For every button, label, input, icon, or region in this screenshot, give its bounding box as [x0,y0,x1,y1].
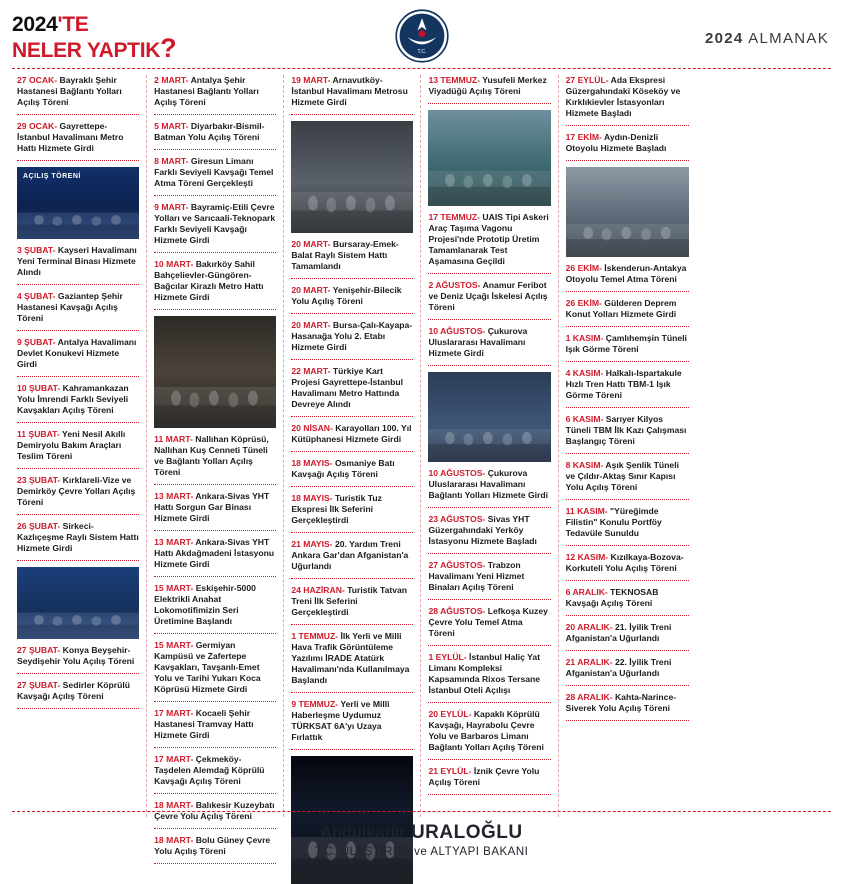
entry-divider [291,416,413,417]
entry-date: 13 MART- [154,537,194,547]
entry-text: Çekmeköy-Taşdelen Alemdağ Köprülü Kavşağı Açılış Töreni [154,754,265,786]
entry-divider [291,486,413,487]
entry-text: Kahramankazan Yolu İmrendi Farklı Seviyeli Kavşakları Açılış Töreni [17,383,129,415]
timeline-entry [566,414,689,454]
page-header [0,0,843,66]
timeline-column-4 [421,75,558,817]
timeline-entry [291,366,413,417]
entry-date: 9 TEMMUZ- [291,699,339,709]
entry-date: 11 ŞUBAT- [17,429,60,439]
minister-title: T.C. ULAŞTIRMA ve ALTYAPI BAKANI [314,846,529,858]
entry-text: Kapaklı Köprülü Kavşağı, Hayrabolu Çevre Yolu ve Barbaros Limanı Bağlantı Yolları Açılış Töreni [428,709,544,752]
entry-text: Bolu Güney Çevre Yolu Açılış Töreni [154,835,271,856]
almanac-year: 2024 [704,30,744,47]
entry-text: "Yüreğimde Filistin" Konulu Portföy Tedavüle Sunuldu [565,506,662,538]
entry-divider [566,545,689,546]
entry-text: Lefkoşa Kuzey Çevre Yolu Temel Atma Töreni [428,606,548,638]
entry-date: 1 EYLÜL- [428,652,467,662]
timeline-entry [291,585,413,625]
entry-text: Yeni Nesil Akıllı Demiryolu Bakım Araçları Teslim Töreni [17,429,126,461]
timeline-entry [291,699,413,750]
entry-date: 17 EKİM- [565,132,602,142]
entry-date: 13 TEMMUZ- [428,75,481,85]
timeline-entry [154,640,276,702]
entry-date: 2 MART- [154,75,189,85]
entry-date: 18 MAYIS- [291,458,333,468]
entry-date: 27 EYLÜL- [565,75,609,85]
timeline-entry [428,652,550,703]
entry-date: 19 MART- [291,75,331,85]
entry-divider [154,633,276,634]
entry-date: 20 MART- [291,320,331,330]
entry-date: 8 KASIM- [565,460,604,470]
title-year: 2024 [12,13,58,36]
entry-divider [154,309,276,310]
timeline-entry [17,645,139,674]
entry-text: Ankara-Sivas YHT Hattı Sorgun Gar Binası Hizmete Girdi [154,491,270,523]
entry-date: 20 EYLÜL- [428,709,472,719]
entry-date: 18 MAYIS- [291,493,333,503]
entry-date: 26 EKİM- [565,263,602,273]
entry-text: 21. İyilik Treni Afganistan'a Uğurlandı [565,622,672,643]
entry-date: 15 MART- [154,583,194,593]
timeline-entry [428,468,550,508]
entry-text: Osmaniye Batı Kavşağı Açılış Töreni [291,458,395,479]
timeline-entry [291,239,413,279]
timeline-entry [428,326,550,366]
timeline-entry [566,368,689,408]
entry-date: 9 MART- [154,202,189,212]
entry-date: 13 MART- [154,491,194,501]
timeline-entry [154,583,276,634]
entry-date: 1 TEMMUZ- [291,631,339,641]
entry-date: 17 TEMMUZ- [428,212,481,222]
entry-date: 3 ŞUBAT- [17,245,56,255]
entry-divider [291,624,413,625]
entry-divider [291,114,413,115]
entry-date: 4 ŞUBAT- [17,291,56,301]
entry-text: Giresun Limanı Farklı Seviyeli Kavşağı Temel Atma Töreni Gerçekleşti [154,156,274,188]
timeline-entry [154,259,276,310]
entry-divider [17,160,139,161]
entry-divider [428,507,550,508]
entry-text: Yerli ve Milli Haberleşme Uydumuz TÜRKSAT 6A'yı Uzaya Fırlattık [291,699,390,742]
entry-divider [154,252,276,253]
entry-divider [566,326,689,327]
entry-divider [17,114,139,115]
entry-text: Kahta-Narince-Siverek Yolu Açılış Töreni [565,692,677,713]
entry-date: 1 KASIM- [565,333,604,343]
timeline-entry [566,506,689,546]
timeline-entry [566,552,689,581]
entry-text: Arnavutköy-İstanbul Havalimanı Metrosu Hizmete Girdi [291,75,408,107]
entry-divider [566,291,689,292]
entry-text: Konya Beyşehir-Seydişehir Yolu Açılış Töreni [17,645,135,666]
metro-arnavutkoy-photo [291,121,413,233]
entry-text: Antalya Havalimanı Devlet Konukevi Hizmete Girdi [17,337,137,369]
timeline-entry [428,212,550,274]
entry-date: 26 EKİM- [565,298,602,308]
timeline-entry [566,657,689,686]
timeline-entry [566,75,689,126]
entry-divider [154,484,276,485]
entry-text: Kırklareli-Vize ve Demirköy Çevre Yolları Açılış Töreni [17,475,136,507]
entry-text: Balıkesir Kuzeybatı Çevre Yolu Açılış Töreni [154,800,275,821]
entry-text: Trabzon Havalimanı Yeni Hizmet Binaları Açılış Töreni [428,560,525,592]
entry-divider [154,149,276,150]
almanac-label [705,30,829,47]
entry-divider [291,313,413,314]
entry-date: 20 MART- [291,285,331,295]
entry-divider [566,650,689,651]
entry-divider [291,749,413,750]
entry-divider [428,794,550,795]
entry-date: 29 OCAK- [17,121,58,131]
teslim-toreni-photo [17,567,139,639]
timeline-entry [154,491,276,531]
entry-text: Kayseri Havalimanı Yeni Terminal Binası Hizmete Alındı [17,245,137,277]
entry-divider [291,278,413,279]
acilis-toreni-photo [17,167,139,239]
metro-hatti-photo [154,316,276,428]
timeline-entry [154,75,276,115]
entry-text: İlk Yerli ve Milli Hava Trafik Görüntüleme Yazılımı İRADE Atatürk Havalimanı'nda Kullanılmaya Başlandı [291,631,410,685]
entry-text: Eskişehir-5000 Elektrikli Anahat Lokomotifimizin Seri Üretimine Başlandı [154,583,256,626]
entry-divider [154,114,276,115]
entry-divider [291,532,413,533]
entry-divider [566,125,689,126]
entry-text: İstanbul Haliç Yat Limanı Kompleksi Kapsamında Rixos Tersane İstanbul Oteli Açılışı [428,652,541,695]
entry-text: Aydın-Denizli Otoyolu Hizmete Başladı [565,132,667,153]
timeline-entry [291,493,413,533]
entry-date: 6 ARALIK- [565,587,608,597]
entry-text: Ankara-Sivas YHT Hattı Akdağmadeni İstasyonu Hizmete Girdi [154,537,275,569]
entry-divider [17,422,139,423]
minister-last-name: URALOĞLU [410,822,523,843]
entry-text: Bayramiç-Etili Çevre Yolları ve Sarıcaali-Teknopark Farklı Seviyeli Kavşağı Hizmete Girdi [154,202,276,245]
entry-divider [17,514,139,515]
entry-date: 27 ŞUBAT- [17,645,61,655]
header-divider [12,68,831,69]
entry-divider [428,702,550,703]
entry-text: İznik Çevre Yolu Açılış Töreni [428,766,540,787]
timeline-entry [154,121,276,150]
timeline-entry [428,606,550,646]
photo-overlay [428,110,550,206]
entry-date: 21 ARALIK- [565,657,613,667]
cukurova-havalimani-photo [428,372,550,462]
entry-divider [17,708,139,709]
entry-date: 5 MART- [154,121,189,131]
entry-date: 27 OCAK- [17,75,58,85]
timeline-entry [291,631,413,693]
page-title [12,14,176,62]
title-suffix: 'TE [57,13,89,36]
timeline-entry [154,202,276,253]
entry-text: Bursa-Çalı-Kayapa-Hasanağa Yolu 2. Etabı Hizmete Girdi [291,320,413,352]
timeline-entry [154,156,276,196]
entry-date: 27 AĞUSTOS- [428,560,486,570]
title-line2: NELER YAPTIK [12,39,161,62]
photo-overlay [566,167,689,257]
timeline-entry [428,75,550,104]
entry-divider [154,530,276,531]
timeline-entry [17,291,139,331]
entry-text: Bakırköy Sahil Bahçelievler-Güngören-Bağcılar Kirazlı Metro Hattı Hizmete Girdi [154,259,264,302]
entry-date: 10 AĞUSTOS- [428,468,486,478]
entry-text: Nallıhan Köprüsü, Nallıhan Kuş Cenneti Tüneli ve Bağlantı Yolları Açılış Töreni [154,434,269,477]
timeline-entry [154,537,276,577]
almanac-word: ALMANAK [748,30,829,47]
entry-divider [566,453,689,454]
photo-overlay [154,316,276,428]
entry-date: 4 KASIM- [565,368,604,378]
entry-divider [291,692,413,693]
entry-divider [291,578,413,579]
entry-divider [154,195,276,196]
timeline-entry [17,75,139,115]
entry-text: Gayrettepe-İstanbul Havalimanı Metro Hattı Hizmete Girdi [17,121,124,153]
entry-date: 23 AĞUSTOS- [428,514,486,524]
entry-text: Kızılkaya-Bozova-Korkuteli Yolu Açılış Töreni [565,552,684,573]
timeline-column-3 [284,75,421,817]
timeline-entry [291,539,413,579]
entry-date: 20 MART- [291,239,331,249]
entry-text: Anamur Feribot ve Deniz Uçağı İskelesi Açılış Töreni [428,280,548,312]
timeline-entry [291,458,413,487]
entry-text: Sirkeci-Kazlıçeşme Raylı Sistem Hattı Hizmete Girdi [17,521,139,553]
timeline-entry [428,560,550,600]
page-footer [0,811,843,869]
timeline-entry [17,121,139,161]
entry-date: 21 EYLÜL- [428,766,472,776]
entry-date: 24 HAZİRAN- [291,585,345,595]
timeline-entry [154,434,276,485]
entry-date: 20 ARALIK- [565,622,613,632]
entry-divider [154,747,276,748]
entry-divider [566,361,689,362]
entry-text: Bayraklı Şehir Hastanesi Bağlantı Yolları Açılış Töreni [17,75,122,107]
timeline-entry [17,429,139,469]
timeline-entry [428,280,550,320]
entry-divider [17,560,139,561]
entry-divider [428,319,550,320]
entry-divider [428,365,550,366]
entry-text: Diyarbakır-Bismil-Batman Yolu Açılış Töreni [154,121,265,142]
entry-text: 22. İyilik Treni Afganistan'a Uğurlandı [565,657,672,678]
yusufeli-viyaduk-photo [428,110,550,206]
entry-divider [566,160,689,161]
entry-text: UAIS Tipi Askeri Araç Taşıma Vagonu Projesi'nde Prototip Üretim Tamamlanarak Test Aşamasına Geçildi [428,212,549,266]
timeline-entry [17,680,139,709]
entry-divider [566,499,689,500]
entry-text: Yenişehir-Bilecik Yolu Açılış Töreni [291,285,402,306]
timeline-entry [291,75,413,115]
entry-text: Gülderen Deprem Konut Yolları Hizmete Girdi [565,298,677,319]
entry-date: 9 ŞUBAT- [17,337,56,347]
entry-divider [291,451,413,452]
entry-text: Turistik Tuz Ekspresi İlk Seferini Gerçekleştirdi [291,493,382,525]
entry-text: Çamlıhemşin Tüneli Işık Görme Töreni [565,333,687,354]
entry-text: Yusufeli Merkez Viyadüğü Açılış Töreni [428,75,547,96]
entry-divider [566,685,689,686]
entry-date: 10 ŞUBAT- [17,383,61,393]
timeline-entry [566,587,689,616]
timeline-entry [17,521,139,561]
minister-first-name: Abdulkadir [320,823,411,842]
timeline-entry [566,622,689,651]
entry-divider [154,576,276,577]
otoyol-acilis-photo [566,167,689,257]
entry-divider [17,330,139,331]
timeline-entry [566,460,689,500]
timeline-entry [17,383,139,423]
timeline-entry [154,754,276,794]
entry-divider [17,376,139,377]
entry-date: 11 KASIM- [565,506,608,516]
entry-date: 8 MART- [154,156,189,166]
footer-divider [12,811,831,812]
entry-date: 17 MART- [154,754,194,764]
photo-caption: AÇILIŞ TÖRENİ [23,173,81,180]
entry-text: Gaziantep Şehir Hastanesi Kavşağı Açılış Töreni [17,291,123,323]
entry-text: Antalya Şehir Hastanesi Bağlantı Yolları Açılış Töreni [154,75,259,107]
entry-divider [154,793,276,794]
timeline-entry [154,708,276,748]
entry-text: Sarıyer Kilyos Tüneli TBM İlk Kazı Çalışması Başlangıç Töreni [565,414,687,446]
entry-text: Bursaray-Emek-Balat Raylı Sistem Hattı Tamamlandı [291,239,399,271]
photo-overlay [428,372,550,462]
entry-divider [428,645,550,646]
timeline-entry [566,263,689,292]
timeline-column-2 [147,75,284,856]
entry-divider [428,599,550,600]
question-mark-icon: ? [160,33,177,63]
svg-text:T.C.: T.C. [417,48,426,55]
entry-date: 17 MART- [154,708,194,718]
timeline-entry [291,320,413,360]
entry-divider [566,407,689,408]
timeline-entry [428,709,550,760]
entry-divider [17,284,139,285]
timeline-entry [428,766,550,795]
entry-text: Türkiye Kart Projesi Gayrettepe-İstanbul Havalimanı Metro Hattında Devreye Alındı [291,366,404,409]
entry-text: Aşık Şenlik Tüneli ve Çıldır-Aktaş Sınır Kapısı Yolu Açılış Töreni [565,460,679,492]
entry-text: Germiyan Kampüsü ve Zafertepe Kavşakları, Tavşanlı-Emet Yolu ve Tarihi Yukarı Koca Köprüsü Hizmete Girdi [154,640,261,694]
timeline-entry [566,692,689,721]
entry-text: Çukurova Uluslararası Havalimanı Hizmete Girdi [428,326,528,358]
entry-date: 20 NİSAN- [291,423,333,433]
entry-divider [291,359,413,360]
entry-date: 28 AĞUSTOS- [428,606,486,616]
timeline-entry [291,285,413,314]
timeline-entry [566,132,689,161]
entry-date: 12 KASIM- [565,552,609,562]
entry-date: 23 ŞUBAT- [17,475,61,485]
entry-text: Turistik Tatvan Treni İlk Seferini Gerçekleştirdi [291,585,408,617]
entry-divider [566,615,689,616]
entry-text: Kocaeli Şehir Hastanesi Tramvay Hattı Hizmete Girdi [154,708,254,740]
timeline-entry [566,298,689,327]
entry-date: 6 KASIM- [565,414,604,424]
photo-overlay [291,121,413,233]
entry-divider [428,553,550,554]
entry-text: 20. Yardım Treni Ankara Gar'dan Afganistan'a Uğurlandı [291,539,409,571]
entry-text: Karayolları 100. Yıl Kütüphanesi Hizmete Girdi [291,423,412,444]
timeline-entry [566,333,689,362]
entry-date: 18 MART- [154,800,194,810]
timeline-entry [428,514,550,554]
entry-date: 11 MART- [154,434,193,444]
entry-divider [17,468,139,469]
entry-text: Sedirler Köprülü Kavşağı Açılış Töreni [17,680,131,701]
entry-text: TEKNOSAB Kavşağı Açılış Töreni [565,587,659,608]
entry-text: İskenderun-Antakya Otoyolu Temel Atma Töreni [565,263,687,284]
entry-divider [428,103,550,104]
tc-ulastirma-logo-icon [394,8,450,64]
entry-date: 2 AĞUSTOS- [428,280,481,290]
entry-text: Sivas YHT Güzergahındaki Yerköy İstasyonu Hizmete Başladı [428,514,537,546]
entry-date: 21 MAYIS- [291,539,333,549]
entry-date: 15 MART- [154,640,194,650]
entry-date: 22 MART- [291,366,331,376]
timeline-entry [17,475,139,515]
entry-date: 27 ŞUBAT- [17,680,61,690]
minister-name [0,822,843,844]
entry-divider [566,720,689,721]
timeline-column-5 [559,75,696,817]
entry-text: Halkalı-Ispartakule Hızlı Tren Hattı TBM-1 Işık Görme Töreni [565,368,682,400]
entry-divider [428,273,550,274]
entry-date: 10 MART- [154,259,194,269]
photo-overlay [17,567,139,639]
timeline-entry [17,245,139,285]
entry-text: Çukurova Uluslararası Havalimanı Bağlantı Yolları Hizmete Girdi [428,468,549,500]
entry-text: Ada Ekspresi Güzergahındaki Köseköy ve Kırklıkievler İstasyonları Hizmete Başladı [565,75,681,118]
entry-divider [17,673,139,674]
timeline-entry [291,423,413,452]
timeline-column-1 [10,75,147,817]
timeline-entry [17,337,139,377]
entry-divider [154,701,276,702]
entry-divider [566,580,689,581]
entry-divider [428,759,550,760]
entry-date: 18 MART- [154,835,194,845]
entry-date: 10 AĞUSTOS- [428,326,486,336]
entry-date: 26 ŞUBAT- [17,521,61,531]
entry-date: 28 ARALIK- [565,692,613,702]
